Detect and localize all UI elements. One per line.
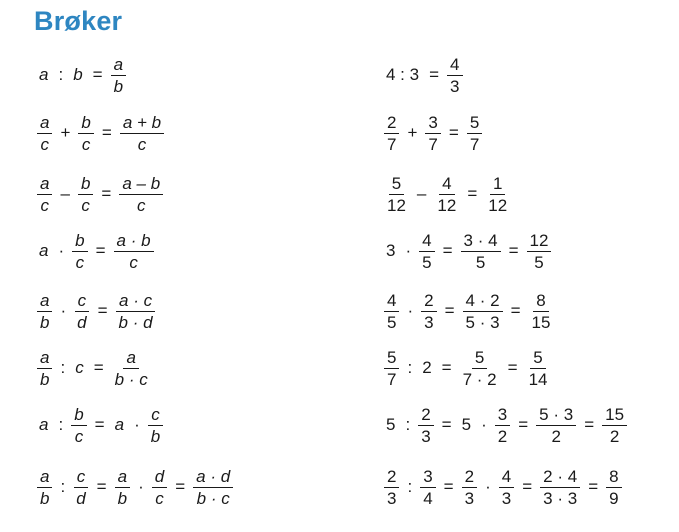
math-symbol: = bbox=[101, 123, 112, 142]
numerator: 4 · 2 bbox=[463, 291, 503, 312]
numerator: a bbox=[115, 467, 130, 488]
denominator: 5 bbox=[387, 312, 397, 332]
numerator: 4 bbox=[419, 231, 434, 252]
numerator: 4 bbox=[499, 467, 514, 488]
numerator: c bbox=[75, 291, 90, 312]
denominator: 4 bbox=[423, 488, 433, 508]
math-symbol: = bbox=[96, 477, 107, 496]
fraction bbox=[458, 231, 504, 272]
math-symbol: · bbox=[58, 241, 65, 260]
fraction bbox=[145, 405, 166, 446]
math-symbol: – bbox=[416, 184, 427, 203]
denominator: 15 bbox=[531, 312, 551, 332]
denominator: 3 bbox=[387, 488, 397, 508]
numerator: 12 bbox=[527, 231, 552, 252]
fraction bbox=[116, 174, 166, 215]
fraction-example bbox=[381, 286, 556, 336]
math-symbol: : bbox=[60, 358, 66, 377]
numerator: 2 · 4 bbox=[540, 467, 580, 488]
math-symbol: = bbox=[441, 415, 452, 434]
math-symbol: 5 bbox=[461, 415, 472, 434]
fraction bbox=[69, 231, 90, 272]
fraction bbox=[34, 467, 55, 508]
denominator: b bbox=[113, 76, 124, 96]
fraction bbox=[603, 467, 624, 508]
fraction-rule bbox=[34, 462, 236, 512]
numerator: a bbox=[37, 467, 52, 488]
denominator: 5 · 3 bbox=[465, 312, 500, 332]
denominator: 5 bbox=[475, 252, 486, 272]
numerator: 5 bbox=[530, 348, 545, 369]
numerator: a bbox=[37, 291, 52, 312]
numerator: a · c bbox=[116, 291, 155, 312]
fraction bbox=[70, 467, 91, 508]
numerator: 2 bbox=[384, 467, 399, 488]
numerator: 5 · 3 bbox=[536, 405, 576, 426]
fraction bbox=[75, 174, 96, 215]
numerator: a · b bbox=[114, 231, 154, 252]
math-symbol: = bbox=[507, 358, 518, 377]
fraction bbox=[381, 113, 402, 154]
fraction bbox=[496, 467, 517, 508]
denominator: c bbox=[137, 195, 146, 215]
numerator: a · d bbox=[193, 467, 233, 488]
math-symbol: · bbox=[138, 477, 144, 496]
math-symbol: · bbox=[481, 415, 487, 434]
fraction bbox=[526, 291, 557, 332]
numerator: a – b bbox=[119, 174, 163, 195]
numerator: 2 bbox=[418, 405, 433, 426]
math-symbol: + bbox=[407, 123, 418, 142]
fraction-rule bbox=[34, 343, 154, 393]
fraction bbox=[75, 113, 96, 154]
denominator: c bbox=[129, 252, 138, 272]
fraction bbox=[422, 113, 443, 154]
denominator: b · d bbox=[118, 312, 153, 332]
fraction-rule bbox=[34, 50, 129, 100]
denominator: b · c bbox=[196, 488, 230, 508]
numerator: 4 bbox=[384, 291, 399, 312]
numerator: b bbox=[78, 113, 93, 134]
fraction bbox=[34, 113, 55, 154]
denominator: 2 bbox=[609, 426, 620, 446]
fraction bbox=[417, 467, 438, 508]
math-symbol: = bbox=[442, 241, 453, 260]
fraction-example bbox=[381, 108, 485, 158]
math-symbol: = bbox=[510, 301, 521, 320]
denominator: 3 · 3 bbox=[543, 488, 578, 508]
denominator: 12 bbox=[387, 195, 406, 215]
denominator: 3 bbox=[501, 488, 512, 508]
denominator: 2 bbox=[497, 426, 508, 446]
numerator: 8 bbox=[606, 467, 621, 488]
fraction bbox=[34, 348, 55, 389]
denominator: 7 bbox=[428, 134, 438, 154]
numerator: 8 bbox=[533, 291, 548, 312]
variable: b bbox=[73, 65, 83, 84]
fraction bbox=[537, 467, 583, 508]
denominator: 7 · 2 bbox=[462, 369, 497, 389]
math-symbol: : bbox=[407, 358, 413, 377]
fraction-rule bbox=[34, 169, 166, 219]
math-symbol: = bbox=[443, 477, 454, 496]
math-symbol: : bbox=[58, 415, 64, 434]
math-symbol: = bbox=[95, 241, 106, 260]
numerator: a bbox=[37, 348, 52, 369]
fraction bbox=[68, 405, 89, 446]
fraction bbox=[190, 467, 236, 508]
math-symbol: = bbox=[522, 477, 533, 496]
denominator: 14 bbox=[528, 369, 548, 389]
denominator: 7 bbox=[387, 134, 397, 154]
numerator: 4 bbox=[447, 55, 462, 76]
denominator: 3 bbox=[421, 426, 431, 446]
math-symbol: = bbox=[448, 123, 459, 142]
denominator: b bbox=[150, 426, 161, 446]
numerator: 3 · 4 bbox=[461, 231, 501, 252]
fraction-example bbox=[381, 343, 554, 393]
fraction bbox=[149, 467, 170, 508]
fraction bbox=[464, 113, 485, 154]
math-symbol: · bbox=[60, 301, 67, 320]
fraction bbox=[112, 467, 133, 508]
denominator: 9 bbox=[609, 488, 619, 508]
fraction bbox=[533, 405, 579, 446]
variable: a bbox=[39, 65, 49, 84]
numerator: c bbox=[148, 405, 163, 426]
denominator: c bbox=[40, 134, 49, 154]
numerator: 2 bbox=[421, 291, 436, 312]
math-symbol: = bbox=[584, 415, 595, 434]
fraction bbox=[381, 174, 412, 215]
fraction-example bbox=[381, 400, 630, 450]
fraction-rule bbox=[34, 400, 166, 450]
fraction bbox=[599, 405, 630, 446]
variable: a bbox=[114, 415, 125, 434]
numerator: b bbox=[71, 405, 86, 426]
math-symbol: = bbox=[444, 301, 455, 320]
math-symbol: = bbox=[92, 65, 103, 84]
variable: c bbox=[75, 358, 84, 377]
numerator: 5 bbox=[389, 174, 404, 195]
numerator: a bbox=[123, 348, 138, 369]
numerator: a bbox=[37, 174, 52, 195]
numerator: 15 bbox=[602, 405, 627, 426]
denominator: c bbox=[81, 195, 90, 215]
math-symbol: 3 bbox=[386, 241, 396, 260]
fraction bbox=[381, 467, 402, 508]
denominator: 12 bbox=[437, 195, 457, 215]
math-symbol: · bbox=[407, 301, 414, 320]
page-title: Brøker bbox=[34, 6, 123, 36]
math-symbol: · bbox=[405, 241, 412, 260]
math-symbol: = bbox=[97, 301, 108, 320]
numerator: 1 bbox=[490, 174, 505, 195]
fraction bbox=[71, 291, 92, 332]
fraction bbox=[482, 174, 513, 215]
fraction bbox=[460, 291, 506, 332]
denominator: 2 bbox=[551, 426, 561, 446]
denominator: c bbox=[137, 134, 147, 154]
math-symbol: = bbox=[101, 184, 112, 203]
math-symbol: = bbox=[93, 358, 104, 377]
denominator: 12 bbox=[488, 195, 508, 215]
denominator: d bbox=[77, 312, 87, 332]
fraction-rule bbox=[34, 286, 159, 336]
fraction bbox=[523, 348, 554, 389]
math-symbol: = bbox=[94, 415, 105, 434]
fraction bbox=[431, 174, 462, 215]
fraction-rule bbox=[34, 226, 157, 276]
fraction bbox=[113, 291, 159, 332]
fraction-example bbox=[381, 50, 466, 100]
math-symbol: : bbox=[407, 477, 413, 496]
math-symbol: : bbox=[405, 415, 411, 434]
numerator: b bbox=[78, 174, 93, 195]
math-symbol: = bbox=[467, 184, 478, 203]
fraction bbox=[381, 348, 402, 389]
fraction bbox=[457, 348, 503, 389]
fraction bbox=[524, 231, 555, 272]
math-symbol: · bbox=[485, 477, 491, 496]
variable: a bbox=[39, 241, 49, 260]
fraction bbox=[415, 405, 436, 446]
math-symbol: : bbox=[58, 65, 64, 84]
numerator: c bbox=[74, 467, 89, 488]
denominator: b bbox=[40, 312, 50, 332]
denominator: 3 bbox=[464, 488, 475, 508]
denominator: 5 bbox=[534, 252, 544, 272]
numerator: b bbox=[72, 231, 87, 252]
denominator: d bbox=[76, 488, 86, 508]
fraction bbox=[416, 231, 437, 272]
denominator: 5 bbox=[422, 252, 432, 272]
math-symbol: = bbox=[518, 415, 529, 434]
denominator: b bbox=[117, 488, 128, 508]
numerator: 5 bbox=[467, 113, 482, 134]
numerator: 5 bbox=[472, 348, 487, 369]
variable: a bbox=[39, 415, 49, 434]
denominator: b · c bbox=[114, 369, 148, 389]
math-symbol: = bbox=[175, 477, 186, 496]
numerator: 2 bbox=[384, 113, 399, 134]
denominator: c bbox=[155, 488, 164, 508]
math-symbol: = bbox=[588, 477, 599, 496]
math-symbol: 5 bbox=[386, 415, 396, 434]
denominator: c bbox=[40, 195, 49, 215]
denominator: 3 bbox=[424, 312, 434, 332]
fraction bbox=[111, 231, 157, 272]
numerator: 3 bbox=[420, 467, 435, 488]
fraction bbox=[34, 291, 55, 332]
math-symbol: = bbox=[508, 241, 519, 260]
numerator: a bbox=[111, 55, 126, 76]
denominator: c bbox=[74, 426, 84, 446]
fraction bbox=[418, 291, 439, 332]
denominator: 3 bbox=[450, 76, 460, 96]
math-symbol: = bbox=[429, 65, 440, 84]
fraction bbox=[381, 291, 402, 332]
math-symbol: : bbox=[60, 477, 66, 496]
fraction-example bbox=[381, 226, 554, 276]
fraction-rule bbox=[34, 108, 167, 158]
denominator: c bbox=[81, 134, 91, 154]
fraction bbox=[459, 467, 480, 508]
numerator: 5 bbox=[384, 348, 399, 369]
math-symbol: = bbox=[441, 358, 452, 377]
denominator: 7 bbox=[469, 134, 480, 154]
denominator: b bbox=[40, 369, 50, 389]
fraction bbox=[492, 405, 513, 446]
denominator: 7 bbox=[387, 369, 397, 389]
numerator: d bbox=[152, 467, 167, 488]
numerator: a bbox=[37, 113, 52, 134]
math-symbol: – bbox=[60, 184, 70, 203]
fraction-example bbox=[381, 462, 625, 512]
fraction-example bbox=[381, 169, 513, 219]
numerator: 2 bbox=[462, 467, 477, 488]
numerator: 4 bbox=[439, 174, 454, 195]
math-symbol: 4 : 3 bbox=[386, 65, 420, 84]
denominator: c bbox=[75, 252, 85, 272]
fraction bbox=[108, 55, 129, 96]
denominator: b bbox=[40, 488, 50, 508]
fraction bbox=[117, 113, 167, 154]
numerator: a + b bbox=[120, 113, 164, 134]
numerator: 3 bbox=[425, 113, 440, 134]
fraction bbox=[444, 55, 465, 96]
numerator: 3 bbox=[495, 405, 510, 426]
fraction bbox=[109, 348, 154, 389]
math-symbol: · bbox=[134, 415, 140, 434]
math-symbol: 2 bbox=[422, 358, 432, 377]
fraction bbox=[34, 174, 55, 215]
math-symbol: + bbox=[60, 123, 71, 142]
